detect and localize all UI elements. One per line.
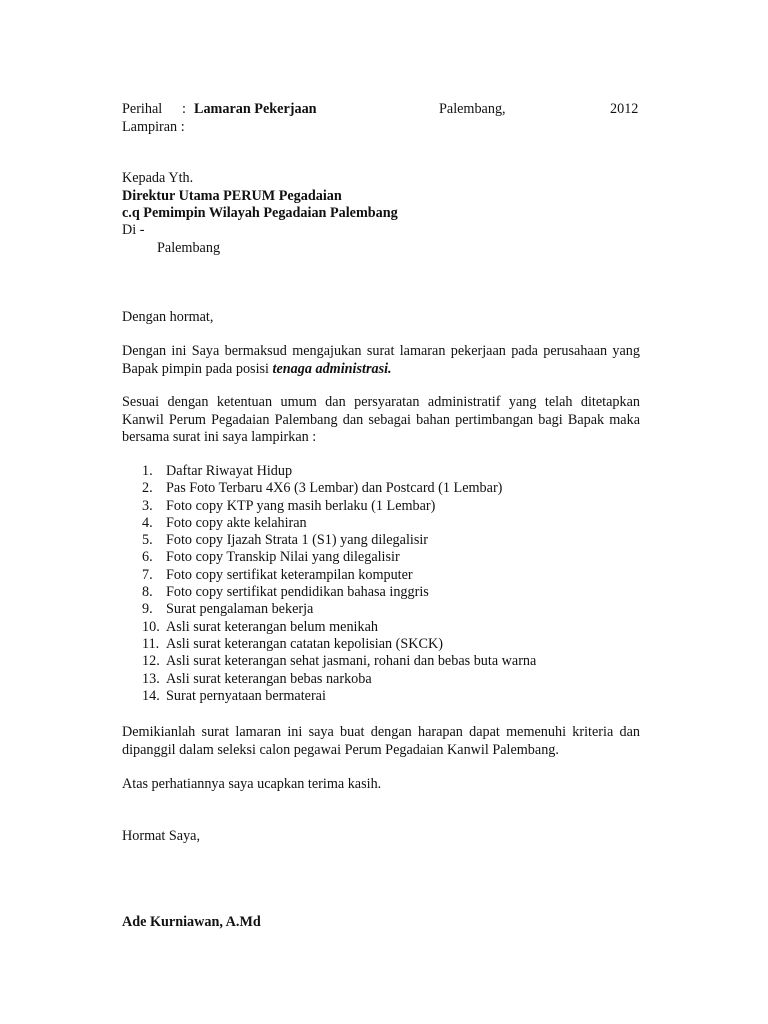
attachment-text: Asli surat keterangan belum menikah (166, 618, 378, 635)
place-date: Palembang, (439, 101, 506, 117)
attachment-number: 8. (142, 584, 153, 601)
paragraph-intro (122, 343, 640, 378)
paragraph-thanks: Atas perhatiannya saya ucapkan terima kasih. (122, 776, 382, 792)
attachment-item (120, 480, 536, 497)
attachment-text: Surat pengalaman bekerja (166, 601, 314, 618)
attachment-text: Foto copy akte kelahiran (166, 514, 307, 531)
attachment-number: 13. (142, 670, 160, 687)
attachment-number: 10. (142, 618, 160, 635)
attachment-item (120, 671, 536, 688)
paragraph-intro-text: Dengan ini Saya bermaksud mengajukan surat lamaran pekerjaan pada perusahaan yang Bapak pimpin pada posisi (122, 343, 640, 377)
perihal-colon: : (182, 101, 186, 117)
attachment-text: Foto copy Transkip Nilai yang dilegalisir (166, 549, 400, 566)
attachment-item (120, 498, 536, 515)
attachment-text: Foto copy Ijazah Strata 1 (S1) yang dilegalisir (166, 532, 429, 549)
attachment-number: 5. (142, 532, 153, 549)
attachment-text: Foto copy sertifikat pendidikan bahasa inggris (166, 584, 429, 601)
attachment-item (120, 584, 536, 601)
lampiran-label: Lampiran : (122, 119, 185, 135)
attachment-number: 12. (142, 653, 160, 670)
attachment-text: Asli surat keterangan sehat jasmani, rohani dan bebas buta warna (166, 653, 537, 670)
letter-year: 2012 (610, 101, 639, 117)
attachment-text: Foto copy KTP yang masih berlaku (1 Lembar) (166, 497, 436, 514)
salutation: Dengan hormat, (122, 309, 214, 325)
attachment-item (120, 567, 536, 584)
attachment-text: Foto copy sertifikat keterampilan komputer (166, 566, 413, 583)
recipient-line-2: c.q Pemimpin Wilayah Pegadaian Palembang (122, 205, 398, 221)
attachment-number: 2. (142, 480, 153, 497)
paragraph-closing: Demikianlah surat lamaran ini saya buat dengan harapan dapat memenuhi kriteria dan dipanggil dalam seleksi calon pegawai Perum Pegadaian Kanwil Palembang. (122, 724, 640, 758)
recipient-line-1: Direktur Utama PERUM Pegadaian (122, 188, 342, 204)
attachment-list (120, 463, 536, 705)
closing-regards: Hormat Saya, (122, 828, 201, 844)
attachment-number: 9. (142, 601, 153, 618)
perihal-value: Lamaran Pekerjaan (194, 101, 317, 117)
attachment-item (120, 515, 536, 532)
recipient-greeting: Kepada Yth. (122, 170, 194, 186)
attachment-item (120, 688, 536, 705)
signer-name: Ade Kurniawan, A.Md (122, 914, 261, 930)
attachment-text: Asli surat keterangan bebas narkoba (166, 670, 372, 687)
recipient-city: Palembang (157, 240, 221, 256)
attachment-item (120, 619, 536, 636)
recipient-line-3: Di - (122, 222, 145, 238)
attachment-text: Surat pernyataan bermaterai (166, 687, 326, 704)
attachment-number: 7. (142, 566, 153, 583)
attachment-item (120, 653, 536, 670)
attachment-text: Pas Foto Terbaru 4X6 (3 Lembar) dan Postcard (1 Lembar) (166, 480, 503, 497)
attachment-item (120, 601, 536, 618)
paragraph-requirements: Sesuai dengan ketentuan umum dan persyaratan administratif yang telah ditetapkan Kanwil Perum Pegadaian Palembang dan sebagai bahan pertimbangan bagi Bapak maka bersama surat ini saya lampirkan : (122, 394, 640, 445)
attachment-number: 14. (142, 687, 160, 704)
attachment-number: 3. (142, 497, 153, 514)
attachment-number: 1. (142, 463, 153, 479)
attachment-text: Asli surat keterangan catatan kepolisian (SKCK) (166, 635, 443, 652)
attachment-number: 6. (142, 549, 153, 566)
attachment-number: 11. (142, 635, 160, 652)
position-applied: tenaga administrasi. (272, 360, 392, 377)
attachment-text: Daftar Riwayat Hidup (166, 463, 293, 479)
attachment-item (120, 549, 536, 566)
attachment-item (120, 532, 536, 549)
attachment-item (120, 636, 536, 653)
attachment-item (120, 463, 536, 480)
perihal-label: Perihal (122, 101, 163, 117)
attachment-number: 4. (142, 514, 153, 531)
